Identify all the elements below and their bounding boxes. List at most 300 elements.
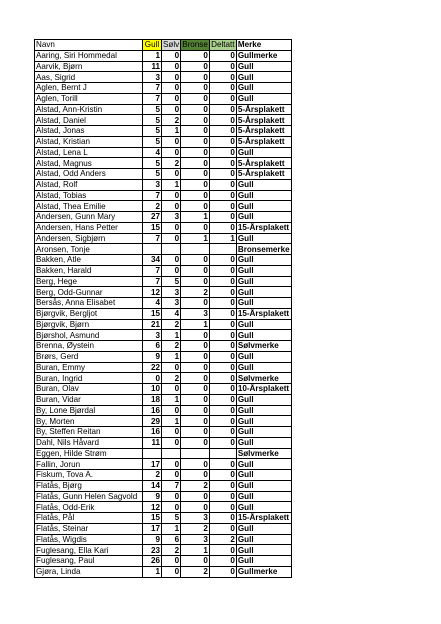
cell-gull: 29 (143, 416, 162, 427)
cell-merke: Gull (236, 545, 291, 556)
cell-deltatt: 0 (209, 201, 236, 212)
cell-solv: 2 (162, 319, 181, 330)
cell-bronse: 0 (181, 265, 210, 276)
cell-merke: Sølvmerke (236, 448, 291, 459)
cell-name: By, Lone Bjørdal (35, 405, 143, 416)
table-row (35, 276, 292, 287)
cell-deltatt: 0 (209, 480, 236, 491)
cell-gull: 15 (143, 308, 162, 319)
table-row (35, 405, 292, 416)
cell-name: Flatås, Steinar (35, 523, 143, 534)
table-row (35, 534, 292, 545)
cell-bronse: 0 (181, 61, 210, 72)
cell-merke: Gull (236, 93, 291, 104)
cell-deltatt: 0 (209, 308, 236, 319)
cell-merke: Gull (236, 147, 291, 158)
cell-gull: 10 (143, 384, 162, 395)
cell-name: Aaring, Siri Hommedal (35, 50, 143, 61)
table-row (35, 126, 292, 137)
cell-deltatt: 0 (209, 362, 236, 373)
cell-bronse: 0 (181, 502, 210, 513)
cell-merke: Gullmerke (236, 50, 291, 61)
cell-name: Alstad, Rolf (35, 179, 143, 190)
cell-name: Alstad, Kristian (35, 136, 143, 147)
cell-deltatt: 0 (209, 179, 236, 190)
cell-solv: 4 (162, 308, 181, 319)
cell-name: Andersen, Gunn Mary (35, 212, 143, 223)
cell-name: Flatås, Bjørg (35, 480, 143, 491)
cell-gull: 3 (143, 72, 162, 83)
cell-bronse: 0 (181, 190, 210, 201)
cell-merke: Gull (236, 298, 291, 309)
cell-deltatt: 0 (209, 523, 236, 534)
table-row (35, 169, 292, 180)
cell-name: Buran, Olav (35, 384, 143, 395)
cell-name: Bersås, Anna Elisabet (35, 298, 143, 309)
table-row (35, 72, 292, 83)
table-row (35, 566, 292, 577)
cell-solv: 2 (162, 158, 181, 169)
cell-gull: 15 (143, 513, 162, 524)
cell-merke: 5-Årsplakett (236, 126, 291, 137)
cell-merke: Gull (236, 459, 291, 470)
cell-name: Buran, Emmy (35, 362, 143, 373)
cell-solv: 0 (162, 566, 181, 577)
cell-bronse: 0 (181, 147, 210, 158)
cell-name: Alstad, Jonas (35, 126, 143, 137)
cell-bronse: 0 (181, 351, 210, 362)
cell-name: Flatås, Wigdis (35, 534, 143, 545)
cell-merke: 15-Årsplakett (237, 309, 290, 319)
cell-name: Flatås, Odd-Erik (35, 502, 143, 513)
cell-merke: 5-Årsplakett (236, 104, 291, 115)
cell-solv: 1 (162, 523, 181, 534)
table-row (35, 244, 292, 255)
cell-solv: 1 (162, 179, 181, 190)
cell-solv: 0 (162, 233, 181, 244)
cell-deltatt: 0 (209, 319, 236, 330)
cell-bronse: 0 (181, 556, 210, 567)
cell-gull (143, 244, 162, 255)
table-row (35, 233, 292, 244)
cell-solv: 2 (162, 341, 181, 352)
cell-bronse: 0 (181, 437, 210, 448)
table-row (35, 298, 292, 309)
cell-gull: 7 (143, 83, 162, 94)
cell-deltatt: 0 (209, 427, 236, 438)
cell-merke: 10-Årsplakett (237, 384, 290, 394)
cell-deltatt: 0 (209, 222, 236, 233)
cell-gull: 9 (143, 351, 162, 362)
cell-deltatt: 0 (209, 212, 236, 223)
cell-solv: 5 (162, 276, 181, 287)
header-gull: Gull (143, 40, 162, 51)
cell-bronse: 0 (181, 384, 210, 395)
cell-merke: Gull (236, 502, 291, 513)
cell-solv: 5 (162, 513, 181, 524)
cell-merke: Bronsemerke (237, 244, 290, 254)
cell-merke: Gull (236, 330, 291, 341)
table-row (35, 136, 292, 147)
table-row (35, 255, 292, 266)
cell-deltatt (209, 448, 236, 459)
cell-solv: 0 (162, 265, 181, 276)
cell-name: Gjøra, Linda (35, 566, 143, 577)
table-row (35, 448, 292, 459)
cell-solv: 1 (162, 126, 181, 137)
cell-merke: Gull (236, 470, 291, 481)
table-row (35, 545, 292, 556)
cell-name: Brenna, Øystein (35, 341, 143, 352)
table-row (35, 212, 292, 223)
cell-bronse: 0 (181, 491, 210, 502)
cell-merke: Gull (236, 556, 291, 567)
cell-solv: 0 (162, 437, 181, 448)
cell-merke: 5-Årsplakett (236, 115, 291, 126)
cell-name: Alstad, Thea Emilie (35, 201, 143, 212)
cell-name: Andersen, Sigbjørn (35, 233, 143, 244)
table-row (35, 93, 292, 104)
cell-name: Bjørgvik, Bjørn (35, 319, 143, 330)
cell-name: Aas, Sigrid (35, 72, 143, 83)
cell-solv: 0 (162, 491, 181, 502)
cell-bronse: 0 (181, 136, 210, 147)
cell-deltatt: 0 (209, 470, 236, 481)
cell-deltatt: 0 (209, 351, 236, 362)
cell-merke: Gull (236, 190, 291, 201)
cell-gull: 18 (143, 394, 162, 405)
cell-deltatt: 0 (209, 158, 236, 169)
cell-solv: 1 (162, 351, 181, 362)
cell-name: Alstad, Odd Anders (35, 169, 143, 180)
cell-deltatt: 0 (209, 72, 236, 83)
cell-solv: 0 (162, 459, 181, 470)
cell-bronse: 0 (181, 201, 210, 212)
cell-merke: Gull (236, 491, 291, 502)
cell-bronse: 0 (181, 83, 210, 94)
cell-bronse: 0 (181, 276, 210, 287)
cell-merke: Gull (236, 427, 291, 438)
cell-bronse: 1 (181, 233, 210, 244)
cell-bronse: 0 (181, 330, 210, 341)
cell-merke: Gull (236, 351, 291, 362)
cell-merke: Gull (236, 72, 291, 83)
header-row (35, 40, 292, 51)
cell-bronse: 0 (181, 50, 210, 61)
cell-deltatt: 0 (209, 405, 236, 416)
cell-bronse: 0 (181, 416, 210, 427)
cell-merke: Gull (236, 265, 291, 276)
cell-merke: Gull (236, 255, 291, 266)
cell-name: Berg, Odd-Gunnar (35, 287, 143, 298)
cell-solv: 0 (162, 362, 181, 373)
cell-solv: 0 (162, 427, 181, 438)
cell-merke: 15-Årsplakett (237, 223, 290, 233)
cell-merke: Gull (236, 523, 291, 534)
cell-merke: Gull (236, 83, 291, 94)
cell-deltatt: 0 (209, 169, 236, 180)
table-row (35, 513, 292, 524)
table-row (35, 523, 292, 534)
cell-gull: 11 (143, 437, 162, 448)
cell-solv: 0 (162, 169, 181, 180)
table-row (35, 50, 292, 61)
cell-gull: 6 (143, 341, 162, 352)
cell-merke: Gull (236, 61, 291, 72)
cell-gull: 3 (143, 179, 162, 190)
cell-gull: 12 (143, 287, 162, 298)
cell-deltatt: 0 (209, 115, 236, 126)
cell-merke: 5-Årsplakett (236, 136, 291, 147)
table-row (35, 491, 292, 502)
cell-merke: 5-Årsplakett (236, 158, 291, 169)
cell-gull: 7 (143, 93, 162, 104)
cell-gull: 7 (143, 276, 162, 287)
table-row (35, 416, 292, 427)
table-row (35, 147, 292, 158)
cell-gull: 4 (143, 298, 162, 309)
cell-bronse: 0 (181, 373, 210, 384)
table-row (35, 179, 292, 190)
header-bronse: Bronse (182, 40, 208, 50)
table-row (35, 384, 292, 395)
cell-solv: 0 (162, 190, 181, 201)
cell-bronse: 0 (181, 222, 210, 233)
table-row (35, 115, 292, 126)
cell-deltatt: 0 (209, 190, 236, 201)
cell-solv: 7 (162, 480, 181, 491)
cell-bronse: 1 (181, 319, 210, 330)
cell-bronse (181, 448, 210, 459)
cell-name: By, Morten (35, 416, 143, 427)
cell-deltatt: 0 (209, 255, 236, 266)
cell-gull: 5 (143, 136, 162, 147)
table-row (35, 83, 292, 94)
cell-solv (162, 244, 181, 255)
table-row (35, 470, 292, 481)
cell-gull: 7 (143, 265, 162, 276)
table-row (35, 437, 292, 448)
cell-solv: 1 (162, 416, 181, 427)
cell-bronse (181, 244, 210, 255)
cell-deltatt: 2 (209, 534, 236, 545)
cell-bronse: 0 (181, 341, 210, 352)
cell-deltatt: 0 (209, 287, 236, 298)
cell-gull: 2 (143, 201, 162, 212)
table-row (35, 104, 292, 115)
cell-name: Alstad, Ann-Kristin (35, 104, 143, 115)
cell-merke: Gull (236, 416, 291, 427)
cell-deltatt: 0 (209, 491, 236, 502)
cell-bronse: 2 (181, 566, 210, 577)
table-row (35, 459, 292, 470)
cell-merke: Gull (236, 437, 291, 448)
cell-merke: 15-Årsplakett (237, 513, 290, 523)
cell-deltatt: 0 (209, 566, 236, 577)
cell-bronse: 0 (181, 362, 210, 373)
cell-merke: Gull (236, 287, 291, 298)
cell-name: Alstad, Tobias (35, 190, 143, 201)
cell-merke: Gull (236, 534, 291, 545)
cell-merke: Gull (236, 405, 291, 416)
cell-merke: Gull (236, 212, 291, 223)
cell-gull: 9 (143, 534, 162, 545)
cell-deltatt (209, 244, 236, 255)
cell-deltatt: 0 (209, 394, 236, 405)
cell-deltatt: 0 (209, 416, 236, 427)
cell-solv: 2 (162, 545, 181, 556)
cell-solv: 3 (162, 212, 181, 223)
cell-solv: 0 (162, 72, 181, 83)
cell-name: Berg, Hege (35, 276, 143, 287)
cell-gull: 5 (143, 169, 162, 180)
cell-gull: 0 (143, 373, 162, 384)
cell-deltatt: 0 (209, 437, 236, 448)
cell-deltatt: 0 (209, 104, 236, 115)
cell-merke: Gull (236, 480, 291, 491)
cell-name: Flatås, Pål (35, 513, 143, 524)
cell-bronse: 0 (181, 158, 210, 169)
table-row (35, 61, 292, 72)
table-row (35, 427, 292, 438)
cell-name: Bakken, Atle (35, 255, 143, 266)
cell-gull: 7 (143, 190, 162, 201)
table-row (35, 351, 292, 362)
cell-deltatt: 0 (209, 126, 236, 137)
cell-deltatt: 0 (209, 384, 236, 395)
cell-gull: 21 (143, 319, 162, 330)
cell-gull: 9 (143, 491, 162, 502)
cell-name: Aglen, Torill (35, 93, 143, 104)
cell-bronse: 3 (181, 513, 210, 524)
table-row (35, 201, 292, 212)
cell-deltatt: 0 (209, 341, 236, 352)
cell-gull: 27 (143, 212, 162, 223)
cell-bronse: 0 (181, 394, 210, 405)
cell-deltatt: 0 (209, 513, 236, 524)
cell-deltatt: 0 (209, 330, 236, 341)
cell-bronse: 2 (181, 287, 210, 298)
cell-deltatt: 0 (209, 61, 236, 72)
table-row (35, 190, 292, 201)
cell-deltatt: 0 (209, 147, 236, 158)
cell-name: Fuglesang, Ella Kari (35, 545, 143, 556)
cell-solv: 0 (162, 556, 181, 567)
cell-gull: 17 (143, 459, 162, 470)
cell-solv: 0 (162, 405, 181, 416)
cell-deltatt: 0 (209, 556, 236, 567)
cell-solv: 6 (162, 534, 181, 545)
cell-merke: Gull (236, 201, 291, 212)
cell-bronse: 1 (181, 212, 210, 223)
cell-bronse: 0 (181, 255, 210, 266)
cell-bronse: 2 (181, 523, 210, 534)
cell-bronse: 0 (181, 179, 210, 190)
cell-bronse: 0 (181, 298, 210, 309)
cell-gull: 3 (143, 330, 162, 341)
cell-bronse: 0 (181, 72, 210, 83)
cell-solv: 0 (162, 384, 181, 395)
table-row (35, 480, 292, 491)
cell-solv: 0 (162, 222, 181, 233)
cell-name: Bjørshol, Asmund (35, 330, 143, 341)
cell-deltatt: 0 (209, 545, 236, 556)
cell-deltatt: 0 (209, 298, 236, 309)
cell-gull: 26 (143, 556, 162, 567)
cell-gull: 5 (143, 115, 162, 126)
table-row (35, 158, 292, 169)
cell-solv: 3 (162, 287, 181, 298)
header-deltatt: Deltatt (211, 40, 235, 50)
cell-bronse: 1 (181, 545, 210, 556)
cell-solv: 0 (162, 93, 181, 104)
header-merke: Merke (236, 40, 291, 51)
cell-gull: 16 (143, 427, 162, 438)
cell-gull: 17 (143, 523, 162, 534)
cell-name: Aronsen, Tonje (35, 244, 143, 255)
cell-solv: 0 (162, 61, 181, 72)
cell-bronse: 3 (181, 308, 210, 319)
cell-merke: Gull (236, 319, 291, 330)
cell-name: Dahl, Nils Håvard (35, 437, 143, 448)
cell-gull: 14 (143, 480, 162, 491)
cell-gull: 22 (143, 362, 162, 373)
cell-solv: 0 (162, 470, 181, 481)
table-row (35, 222, 292, 233)
cell-gull: 7 (143, 233, 162, 244)
cell-merke: Gull (236, 179, 291, 190)
cell-merke: Gull (236, 362, 291, 373)
cell-solv: 0 (162, 201, 181, 212)
cell-deltatt: 0 (209, 93, 236, 104)
header-solv: Sølv (163, 40, 180, 50)
cell-solv: 0 (162, 83, 181, 94)
cell-gull: 1 (143, 50, 162, 61)
cell-gull: 12 (143, 502, 162, 513)
cell-solv: 0 (162, 136, 181, 147)
cell-name: Eggen, Hilde Strøm (35, 448, 143, 459)
cell-merke: Sølvmerke (236, 341, 291, 352)
cell-name: Buran, Ingrid (35, 373, 143, 384)
table-row (35, 330, 292, 341)
cell-solv: 3 (162, 298, 181, 309)
cell-bronse: 0 (181, 470, 210, 481)
cell-solv: 0 (162, 104, 181, 115)
cell-bronse: 0 (181, 405, 210, 416)
cell-solv: 2 (162, 115, 181, 126)
cell-solv: 0 (162, 502, 181, 513)
cell-gull: 5 (143, 158, 162, 169)
cell-solv: 0 (162, 255, 181, 266)
cell-bronse: 0 (181, 93, 210, 104)
cell-merke: Sølvmerke (236, 373, 291, 384)
cell-bronse: 0 (181, 427, 210, 438)
cell-solv: 0 (162, 50, 181, 61)
cell-name: Alstad, Magnus (35, 158, 143, 169)
table-row (35, 265, 292, 276)
table-row (35, 362, 292, 373)
cell-name: Fuglesang, Paul (35, 556, 143, 567)
cell-bronse: 0 (181, 169, 210, 180)
cell-merke: Gullmerke (236, 566, 291, 577)
medal-table (34, 39, 292, 578)
cell-gull: 11 (143, 61, 162, 72)
cell-name: Aarvik, Bjørn (35, 61, 143, 72)
cell-deltatt: 0 (209, 276, 236, 287)
header-name: Navn (35, 40, 143, 51)
cell-gull (143, 448, 162, 459)
cell-gull: 2 (143, 470, 162, 481)
